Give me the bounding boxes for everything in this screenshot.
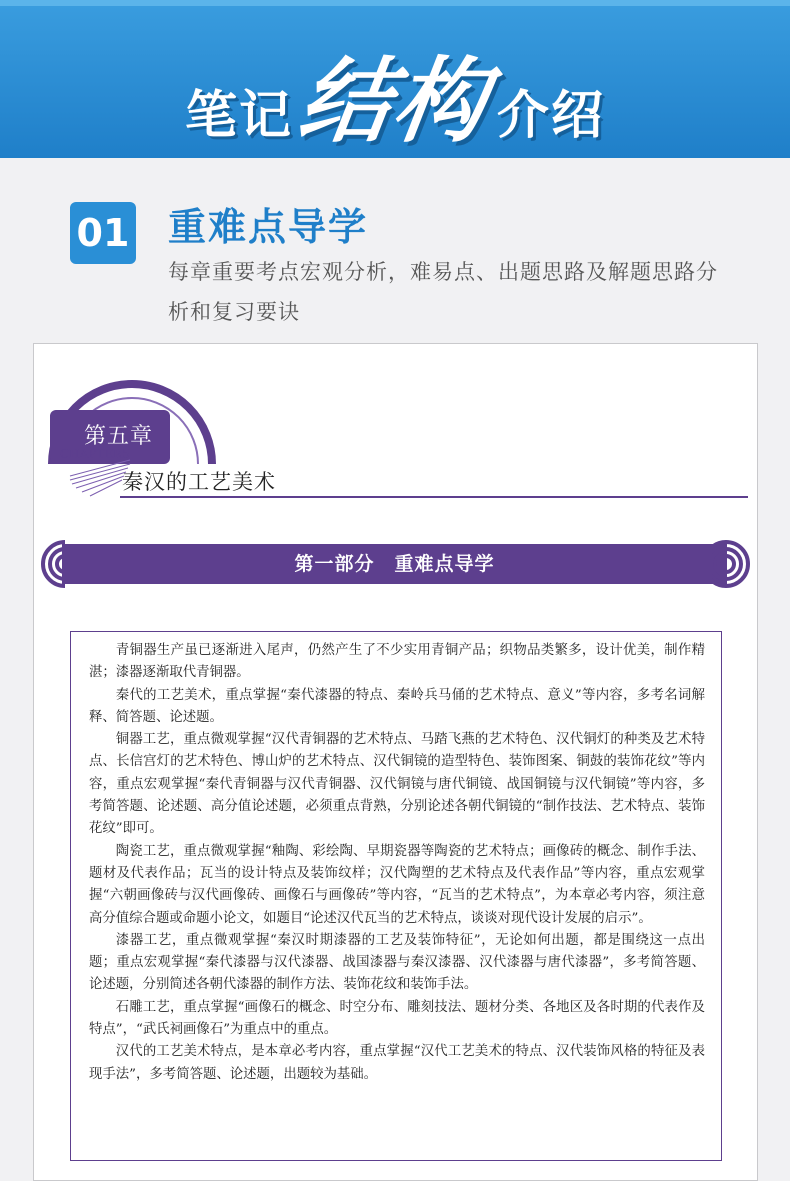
part-title: 第一部分 重难点导学 — [294, 553, 495, 575]
chapter-label-en: CHAPTER5 — [60, 447, 130, 461]
banner-title-part1: 笔记 — [184, 86, 293, 146]
banner-stripe — [0, 0, 790, 6]
paragraph: 陶瓷工艺，重点微观掌握“釉陶、彩绘陶、早期瓷器等陶瓷的艺术特点；画像砖的概念、制作手法、题材及代表作品；瓦当的设计特点及装饰纹样；汉代陶塑的艺术特点及代表作品”等内容，重点宏观掌握“六朝画像砖与汉代画像砖、画像石与画像砖”等内容，“瓦当的艺术特点”，为本章必考内容，须注意高分值综合题或命题小论文，如题目“论述汉代瓦当的艺术特点，谈谈对现代设计发展的启示”。 — [89, 843, 705, 926]
paragraph: 铜器工艺，重点微观掌握“汉代青铜器的艺术特点、马踏飞燕的艺术特色、汉代铜灯的种类及艺术特点、长信宫灯的艺术特色、博山炉的艺术特点、汉代铜镜的造型特色、装饰图案、铜鼓的装饰花纹”等内容，重点宏观掌握“秦代青铜器与汉代青铜器、汉代铜镜与唐代铜镜、战国铜镜与汉代铜镜”等内容，多考简答题、论述题、高分值论述题，必须重点背熟，分别论述各朝代铜镜的“制作技法、艺术特点、装饰花纹”即可。 — [89, 732, 705, 837]
header-banner — [0, 0, 790, 158]
banner-title-part3: 介绍 — [497, 86, 606, 146]
content-box — [70, 631, 722, 1161]
paragraph: 青铜器生产虽已逐渐进入尾声，仍然产生了不少实用青铜产品；织物品类繁多，设计优美，制作精湛；漆器逐渐取代青铜器。 — [89, 643, 705, 681]
chapter-underline — [120, 496, 748, 498]
book-page — [33, 343, 758, 1181]
section-title: 重难点导学 — [168, 205, 369, 249]
content-text — [89, 640, 705, 1086]
paragraph: 漆器工艺，重点微观掌握“秦汉时期漆器的工艺及装饰特征”，无论如何出题，都是围绕这一点出题；重点宏观掌握“秦代漆器与汉代漆器、战国漆器与秦汉漆器、汉代漆器与唐代漆器”，多考简答题、论述题，分别简述各朝代漆器的制作方法、装饰花纹和装饰手法。 — [89, 932, 705, 993]
banner-title-part2: 结构 — [292, 48, 496, 155]
right-swirl-icon — [712, 538, 752, 590]
banner-title — [0, 28, 790, 158]
section-description: 每章重要考点宏观分析，难易点、出题思路及解题思路分析和复习要诀 — [168, 260, 718, 324]
paragraph: 汉代的工艺美术特点，是本章必考内容，重点掌握“汉代工艺美术的特点、汉代装饰风格的特征及表现手法”，多考简答题、论述题，出题较为基础。 — [89, 1044, 705, 1082]
part-title-bar — [62, 544, 727, 584]
paragraph: 石雕工艺，重点掌握“画像石的概念、时空分布、雕刻技法、题材分类、各地区及各时期的代表作及特点”，“武氏祠画像石”为重点中的重点。 — [89, 999, 705, 1038]
section-number-badge: 01 — [70, 202, 136, 264]
chapter-title: 秦汉的工艺美术 — [122, 470, 276, 494]
paragraph: 秦代的工艺美术，重点掌握“秦代漆器的特点、秦岭兵马俑的艺术特点、意义”等内容，多考名词解释、简答题、论述题。 — [89, 687, 705, 725]
chapter-label: 第五章 — [84, 424, 154, 449]
